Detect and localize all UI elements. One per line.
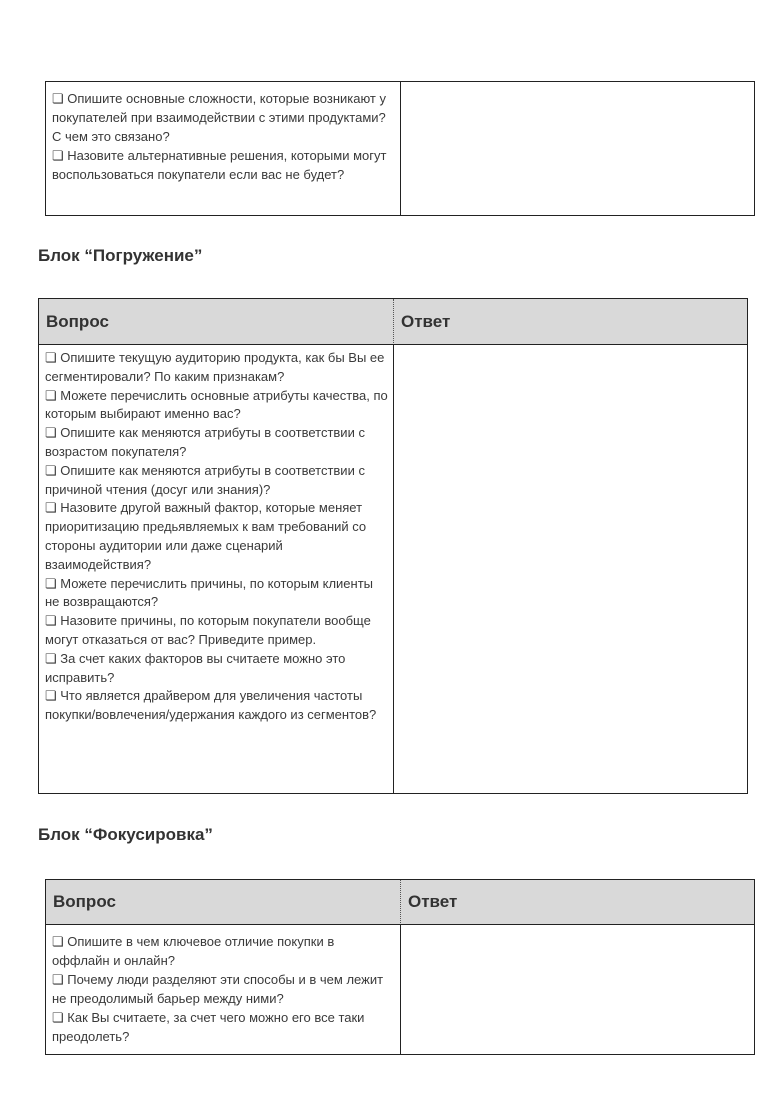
question-cell bbox=[52, 89, 392, 184]
table-header-row bbox=[46, 880, 754, 925]
question-item: ❏ Опишите в чем ключевое отличие покупки в оффлайн и онлайн? bbox=[52, 934, 335, 968]
answer-cell[interactable] bbox=[395, 345, 747, 793]
header-divider bbox=[400, 880, 401, 923]
table-top-continued bbox=[45, 81, 755, 216]
question-item: ❏ Можете перечислить причины, по которым клиенты не возвращаются? bbox=[45, 575, 374, 610]
question-item: ❏ Назовите причины, по которым покупатели вообще могут отказаться от вас? Приведите пример. bbox=[45, 613, 371, 647]
question-cell bbox=[52, 932, 392, 1046]
question-item: ❏ Назовите альтернативные решения, которыми могут воспользоваться покупатели если вас не будет? bbox=[52, 148, 387, 182]
header-answer: Ответ bbox=[408, 892, 458, 911]
question-cell bbox=[45, 349, 391, 725]
question-item: ❏ Опишите как меняются атрибуты в соответствии с возрастом покупателя? bbox=[45, 425, 365, 459]
question-item: ❏ Назовите другой важный фактор, которые меняет приоритизацию предьявляемых к вам требований со стороны аудитории или даже сценарий взаимодействия? bbox=[45, 500, 367, 572]
column-divider bbox=[393, 344, 394, 793]
question-item: ❏ За счет каких факторов вы считаете можно это исправить? bbox=[45, 650, 346, 685]
header-question: Вопрос bbox=[53, 892, 116, 911]
question-item: ❏ Что является драйвером для увеличения частоты покупки/вовлечения/удержания каждого из сегментов? bbox=[45, 688, 377, 723]
column-divider bbox=[400, 82, 401, 215]
header-divider bbox=[393, 299, 394, 343]
column-divider bbox=[400, 924, 401, 1054]
question-item: ❏ Почему люди разделяют эти способы и в чем лежит не преодолимый барьер между ними? bbox=[52, 972, 384, 1006]
table-immersion bbox=[38, 298, 748, 794]
header-question: Вопрос bbox=[46, 311, 109, 331]
question-item: ❏ Как Вы считаете, за счет чего можно его все таки преодолеть? bbox=[52, 1010, 365, 1044]
answer-cell[interactable] bbox=[402, 925, 754, 1054]
answer-cell[interactable] bbox=[402, 82, 754, 215]
table-header-row bbox=[39, 299, 747, 345]
question-item: ❏ Опишите текущую аудиторию продукта, как бы Вы ее сегментировали? По каким признакам? bbox=[45, 350, 385, 384]
question-item: ❏ Опишите основные сложности, которые возникают у покупателей при взаимодействии с этими продуктами? С чем это связано? bbox=[52, 91, 387, 144]
question-item: ❏ Опишите как меняются атрибуты в соответствии с причиной чтения (досуг или знания)? bbox=[45, 462, 365, 497]
block-focus-heading: Блок “Фокусировка” bbox=[38, 825, 213, 844]
header-answer: Ответ bbox=[401, 311, 451, 331]
block-immersion-heading: Блок “Погружение” bbox=[38, 246, 203, 265]
question-item: ❏ Можете перечислить основные атрибуты качества, по которым выбирают именно вас? bbox=[45, 387, 388, 422]
table-focus bbox=[45, 879, 755, 1055]
